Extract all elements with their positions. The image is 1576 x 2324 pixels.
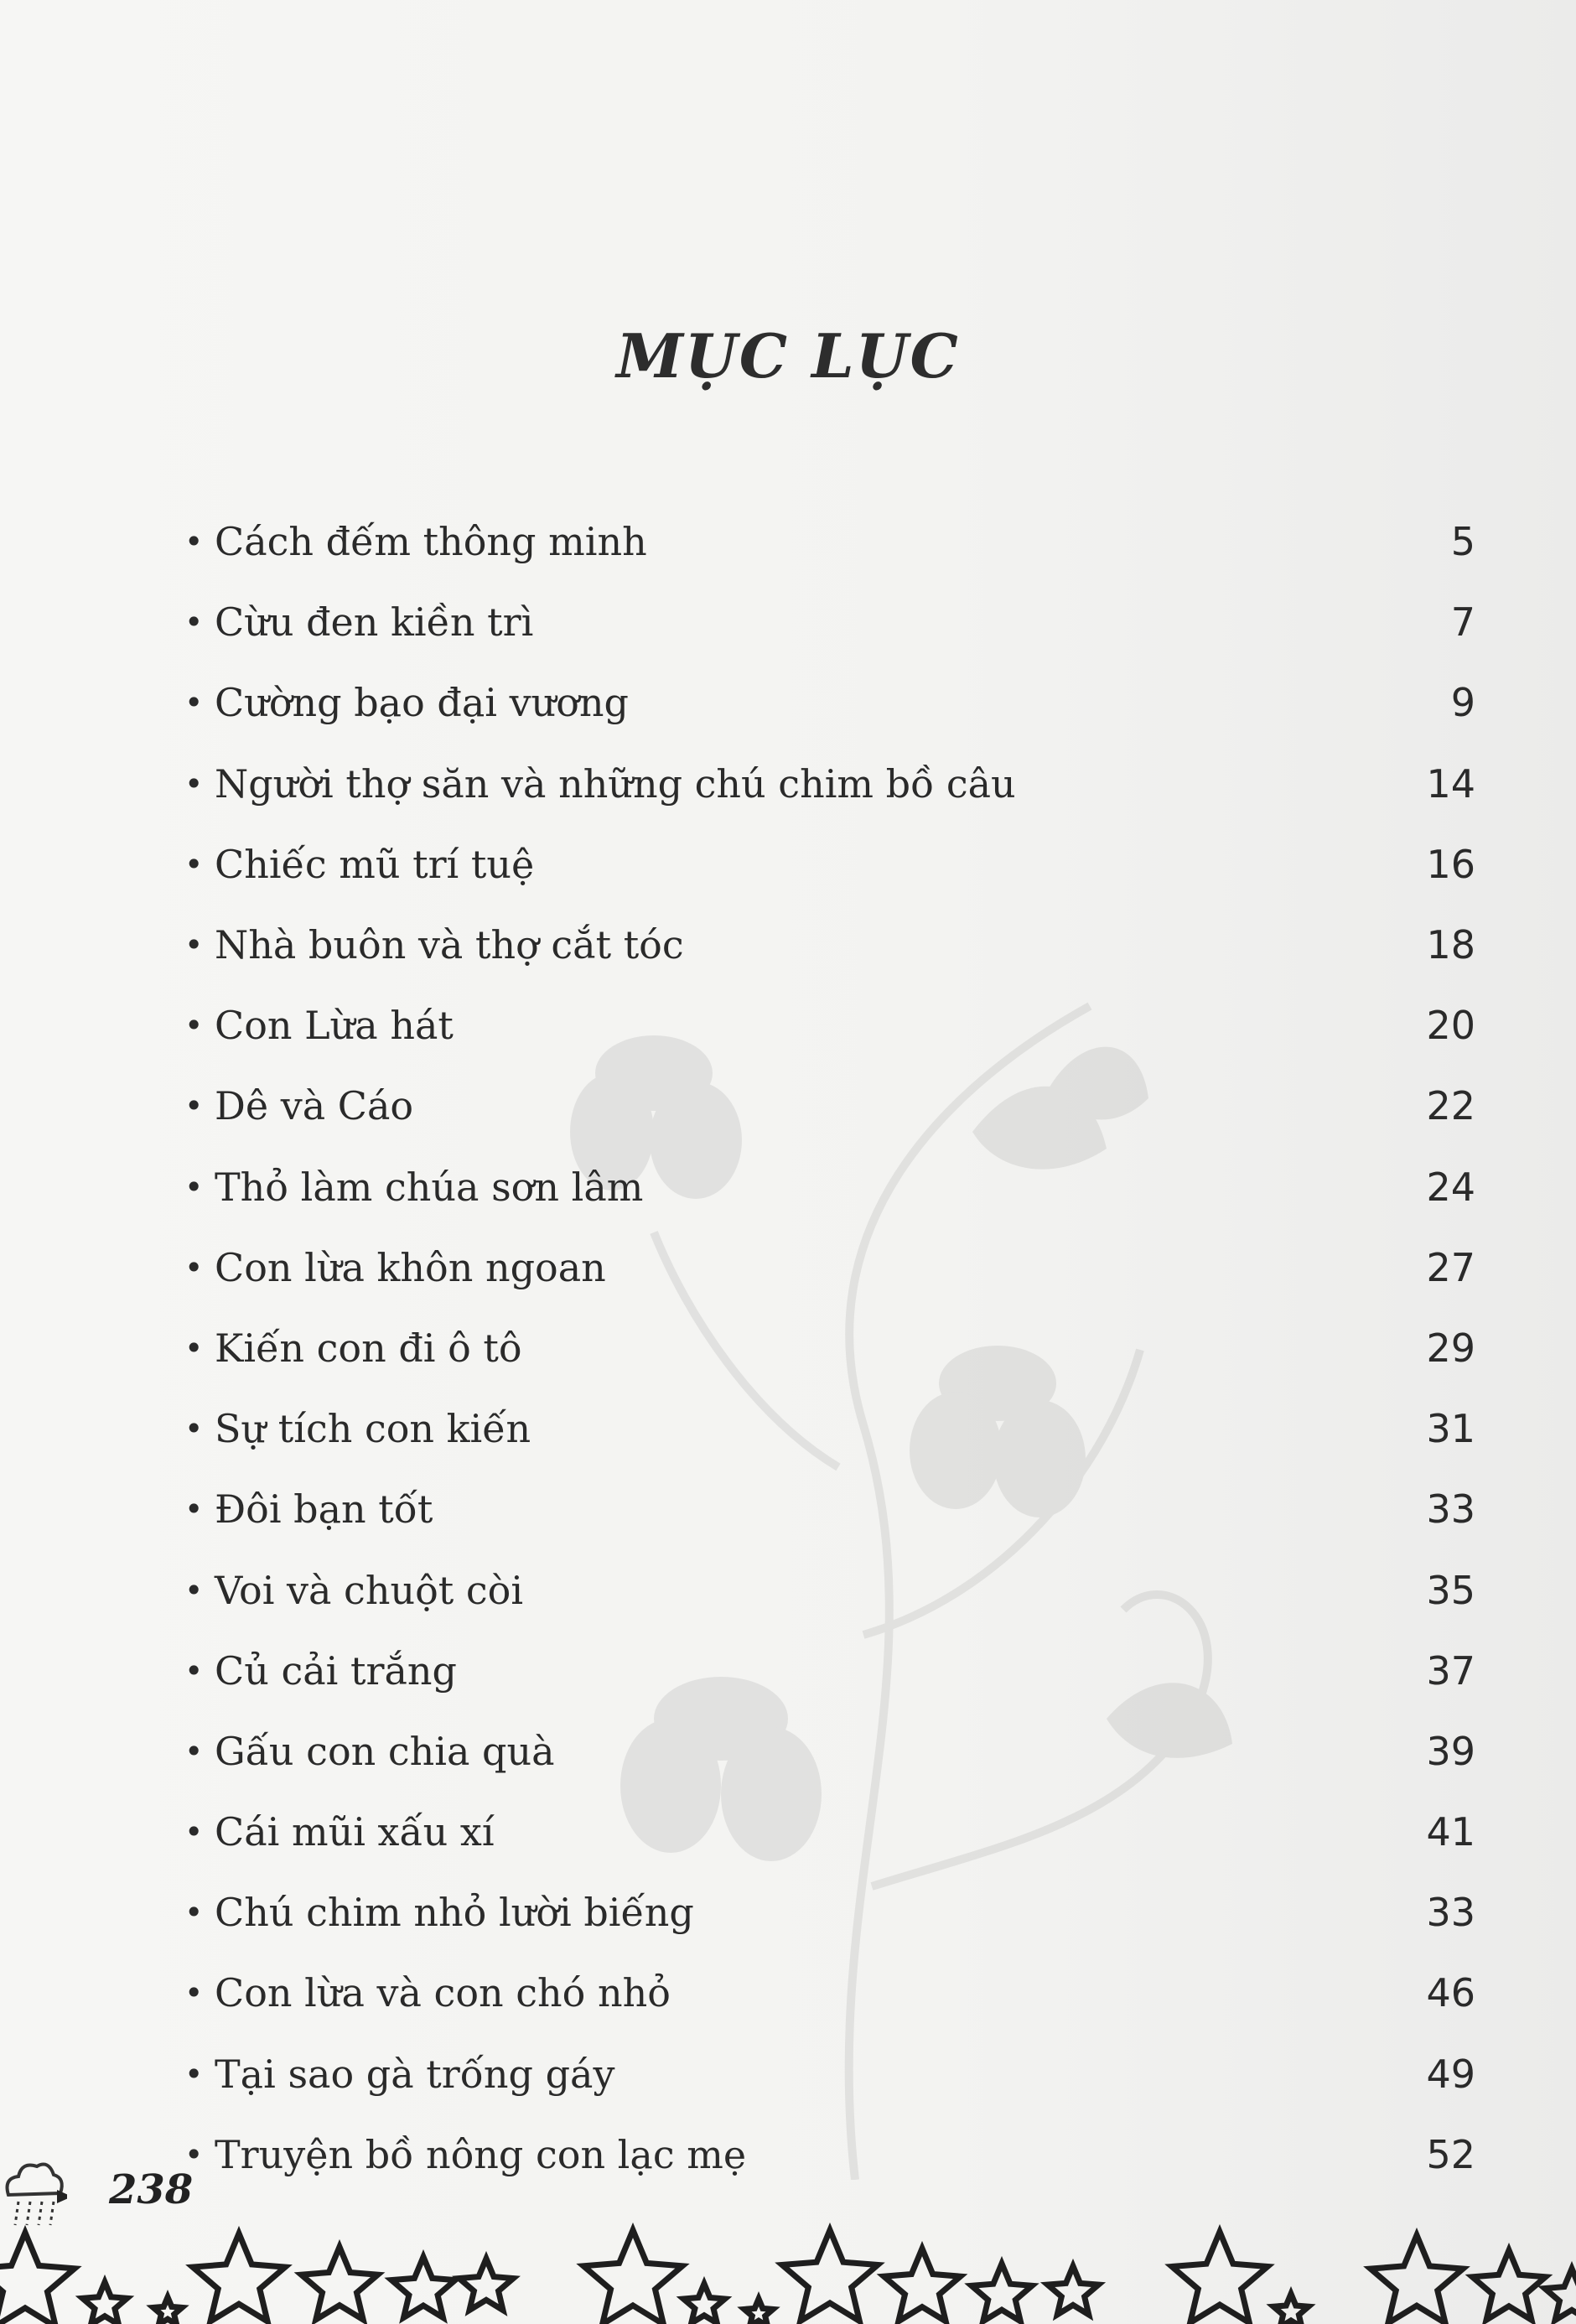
toc-entry-title: Đôi bạn tốt xyxy=(215,1486,433,1533)
star-icon xyxy=(193,2233,285,2321)
toc-entry-page: 24 xyxy=(1426,1164,1475,1210)
star-icon xyxy=(1472,2250,1545,2320)
toc-entry-page: 18 xyxy=(1426,922,1475,968)
toc-entry-page: 41 xyxy=(1426,1809,1475,1855)
bullet: • xyxy=(184,926,204,964)
toc-entry-title: Nhà buôn và thợ cắt tóc xyxy=(215,922,684,968)
toc-entry-title: Sự tích con kiến xyxy=(215,1406,531,1452)
toc-entry xyxy=(184,2114,1475,2195)
star-icon xyxy=(391,2257,455,2317)
toc-entry-title: Con lừa và con chó nhỏ xyxy=(215,1970,671,2016)
toc-entry xyxy=(184,1872,1475,1953)
bullet: • xyxy=(184,1491,204,1528)
bullet: • xyxy=(184,2055,204,2093)
bullet: • xyxy=(184,2135,204,2173)
toc-entry xyxy=(184,1631,1475,1711)
star-icon xyxy=(459,2259,514,2311)
toc-entry xyxy=(184,1549,1475,1630)
toc-entry-page: 14 xyxy=(1426,760,1475,807)
star-border xyxy=(0,2213,1576,2324)
toc-entry-page: 37 xyxy=(1426,1647,1475,1694)
toc-entry-page: 33 xyxy=(1426,1890,1475,1936)
bullet: • xyxy=(184,1410,204,1448)
toc-entry-page: 33 xyxy=(1426,1486,1475,1533)
toc-entry-page: 46 xyxy=(1426,1970,1475,2016)
toc-entry-page: 39 xyxy=(1426,1728,1475,1774)
toc-entry-title: Thỏ làm chúa sơn lâm xyxy=(215,1164,644,1210)
star-icon xyxy=(1048,2266,1099,2315)
bullet: • xyxy=(184,1571,204,1609)
toc-entry xyxy=(184,1469,1475,1549)
toc-entry xyxy=(184,662,1475,743)
toc-entry-title: Cách đếm thông minh xyxy=(215,519,647,565)
bullet: • xyxy=(184,845,204,883)
toc-entry xyxy=(184,1388,1475,1469)
star-icon xyxy=(82,2282,127,2324)
star-icon xyxy=(744,2299,773,2324)
toc-entry xyxy=(184,1711,1475,1792)
toc-entry xyxy=(184,985,1475,1066)
bullet: • xyxy=(184,1894,204,1932)
star-icon xyxy=(782,2230,878,2321)
page-title: MỤC LỤC xyxy=(616,320,960,392)
toc-entry-title: Voi và chuột còi xyxy=(215,1567,524,1613)
table-of-contents xyxy=(184,501,1475,2195)
bullet: • xyxy=(184,684,204,722)
bullet: • xyxy=(184,523,204,561)
toc-entry-title: Chú chim nhỏ lười biếng xyxy=(215,1890,694,1936)
toc-entry-title: Truyện bồ nông con lạc mẹ xyxy=(215,2131,747,2177)
toc-entry-title: Cường bạo đại vương xyxy=(215,680,629,726)
toc-entry-title: Chiếc mũ trí tuệ xyxy=(215,841,535,887)
star-icon xyxy=(683,2284,724,2323)
toc-entry xyxy=(184,1953,1475,2033)
toc-entry-page: 31 xyxy=(1426,1406,1475,1452)
toc-entry-title: Gấu con chia quà xyxy=(215,1728,555,1774)
toc-entry-title: Tại sao gà trống gáy xyxy=(215,2051,615,2097)
toc-entry xyxy=(184,1227,1475,1308)
bullet: • xyxy=(184,604,204,641)
toc-entry-page: 5 xyxy=(1450,519,1475,565)
bullet: • xyxy=(184,1087,204,1125)
toc-entry-title: Cừu đen kiền trì xyxy=(215,599,534,646)
toc-entry-page: 16 xyxy=(1426,841,1475,887)
toc-entry xyxy=(184,501,1475,582)
toc-entry-title: Dê và Cáo xyxy=(215,1083,414,1129)
toc-entry xyxy=(184,744,1475,824)
toc-entry-page: 27 xyxy=(1426,1244,1475,1290)
star-icon xyxy=(0,2233,75,2324)
bullet: • xyxy=(184,1168,204,1206)
toc-entry-page: 52 xyxy=(1426,2131,1475,2177)
toc-entry xyxy=(184,1066,1475,1146)
toc-entry-page: 22 xyxy=(1426,1083,1475,1129)
toc-entry-page: 7 xyxy=(1450,599,1475,646)
bullet: • xyxy=(184,1813,204,1851)
toc-entry-page: 20 xyxy=(1426,1003,1475,1049)
bullet: • xyxy=(184,1248,204,1286)
star-icon xyxy=(884,2249,960,2321)
toc-entry-page: 29 xyxy=(1426,1325,1475,1371)
star-icon xyxy=(301,2247,377,2320)
star-icon xyxy=(1371,2235,1463,2323)
bullet: • xyxy=(184,765,204,802)
star-icon xyxy=(1273,2294,1309,2324)
bullet: • xyxy=(184,1652,204,1689)
star-icon xyxy=(1172,2232,1268,2323)
toc-entry-page: 35 xyxy=(1426,1567,1475,1613)
toc-entry xyxy=(184,1147,1475,1227)
bullet: • xyxy=(184,1974,204,2012)
toc-entry xyxy=(184,1792,1475,1872)
toc-entry xyxy=(184,905,1475,985)
toc-entry-title: Con Lừa hát xyxy=(215,1003,454,1049)
bullet: • xyxy=(184,1007,204,1045)
bullet: • xyxy=(184,1329,204,1367)
toc-entry-title: Người thợ săn và những chú chim bồ câu xyxy=(215,760,1016,807)
star-icon xyxy=(583,2230,682,2324)
toc-entry xyxy=(184,824,1475,905)
page-number: 238 xyxy=(109,2166,194,2213)
toc-entry xyxy=(184,1308,1475,1388)
toc-entry xyxy=(184,582,1475,662)
toc-entry-page: 49 xyxy=(1426,2051,1475,2097)
toc-entry-page: 9 xyxy=(1450,680,1475,726)
toc-entry-title: Cái mũi xấu xí xyxy=(215,1809,495,1855)
star-icon xyxy=(972,2264,1032,2321)
toc-entry xyxy=(184,2034,1475,2114)
toc-entry-title: Kiến con đi ô tô xyxy=(215,1325,522,1371)
bullet: • xyxy=(184,1732,204,1770)
toc-entry-title: Củ cải trắng xyxy=(215,1647,457,1694)
star-icon xyxy=(153,2297,182,2324)
toc-entry-title: Con lừa khôn ngoan xyxy=(215,1244,606,1290)
